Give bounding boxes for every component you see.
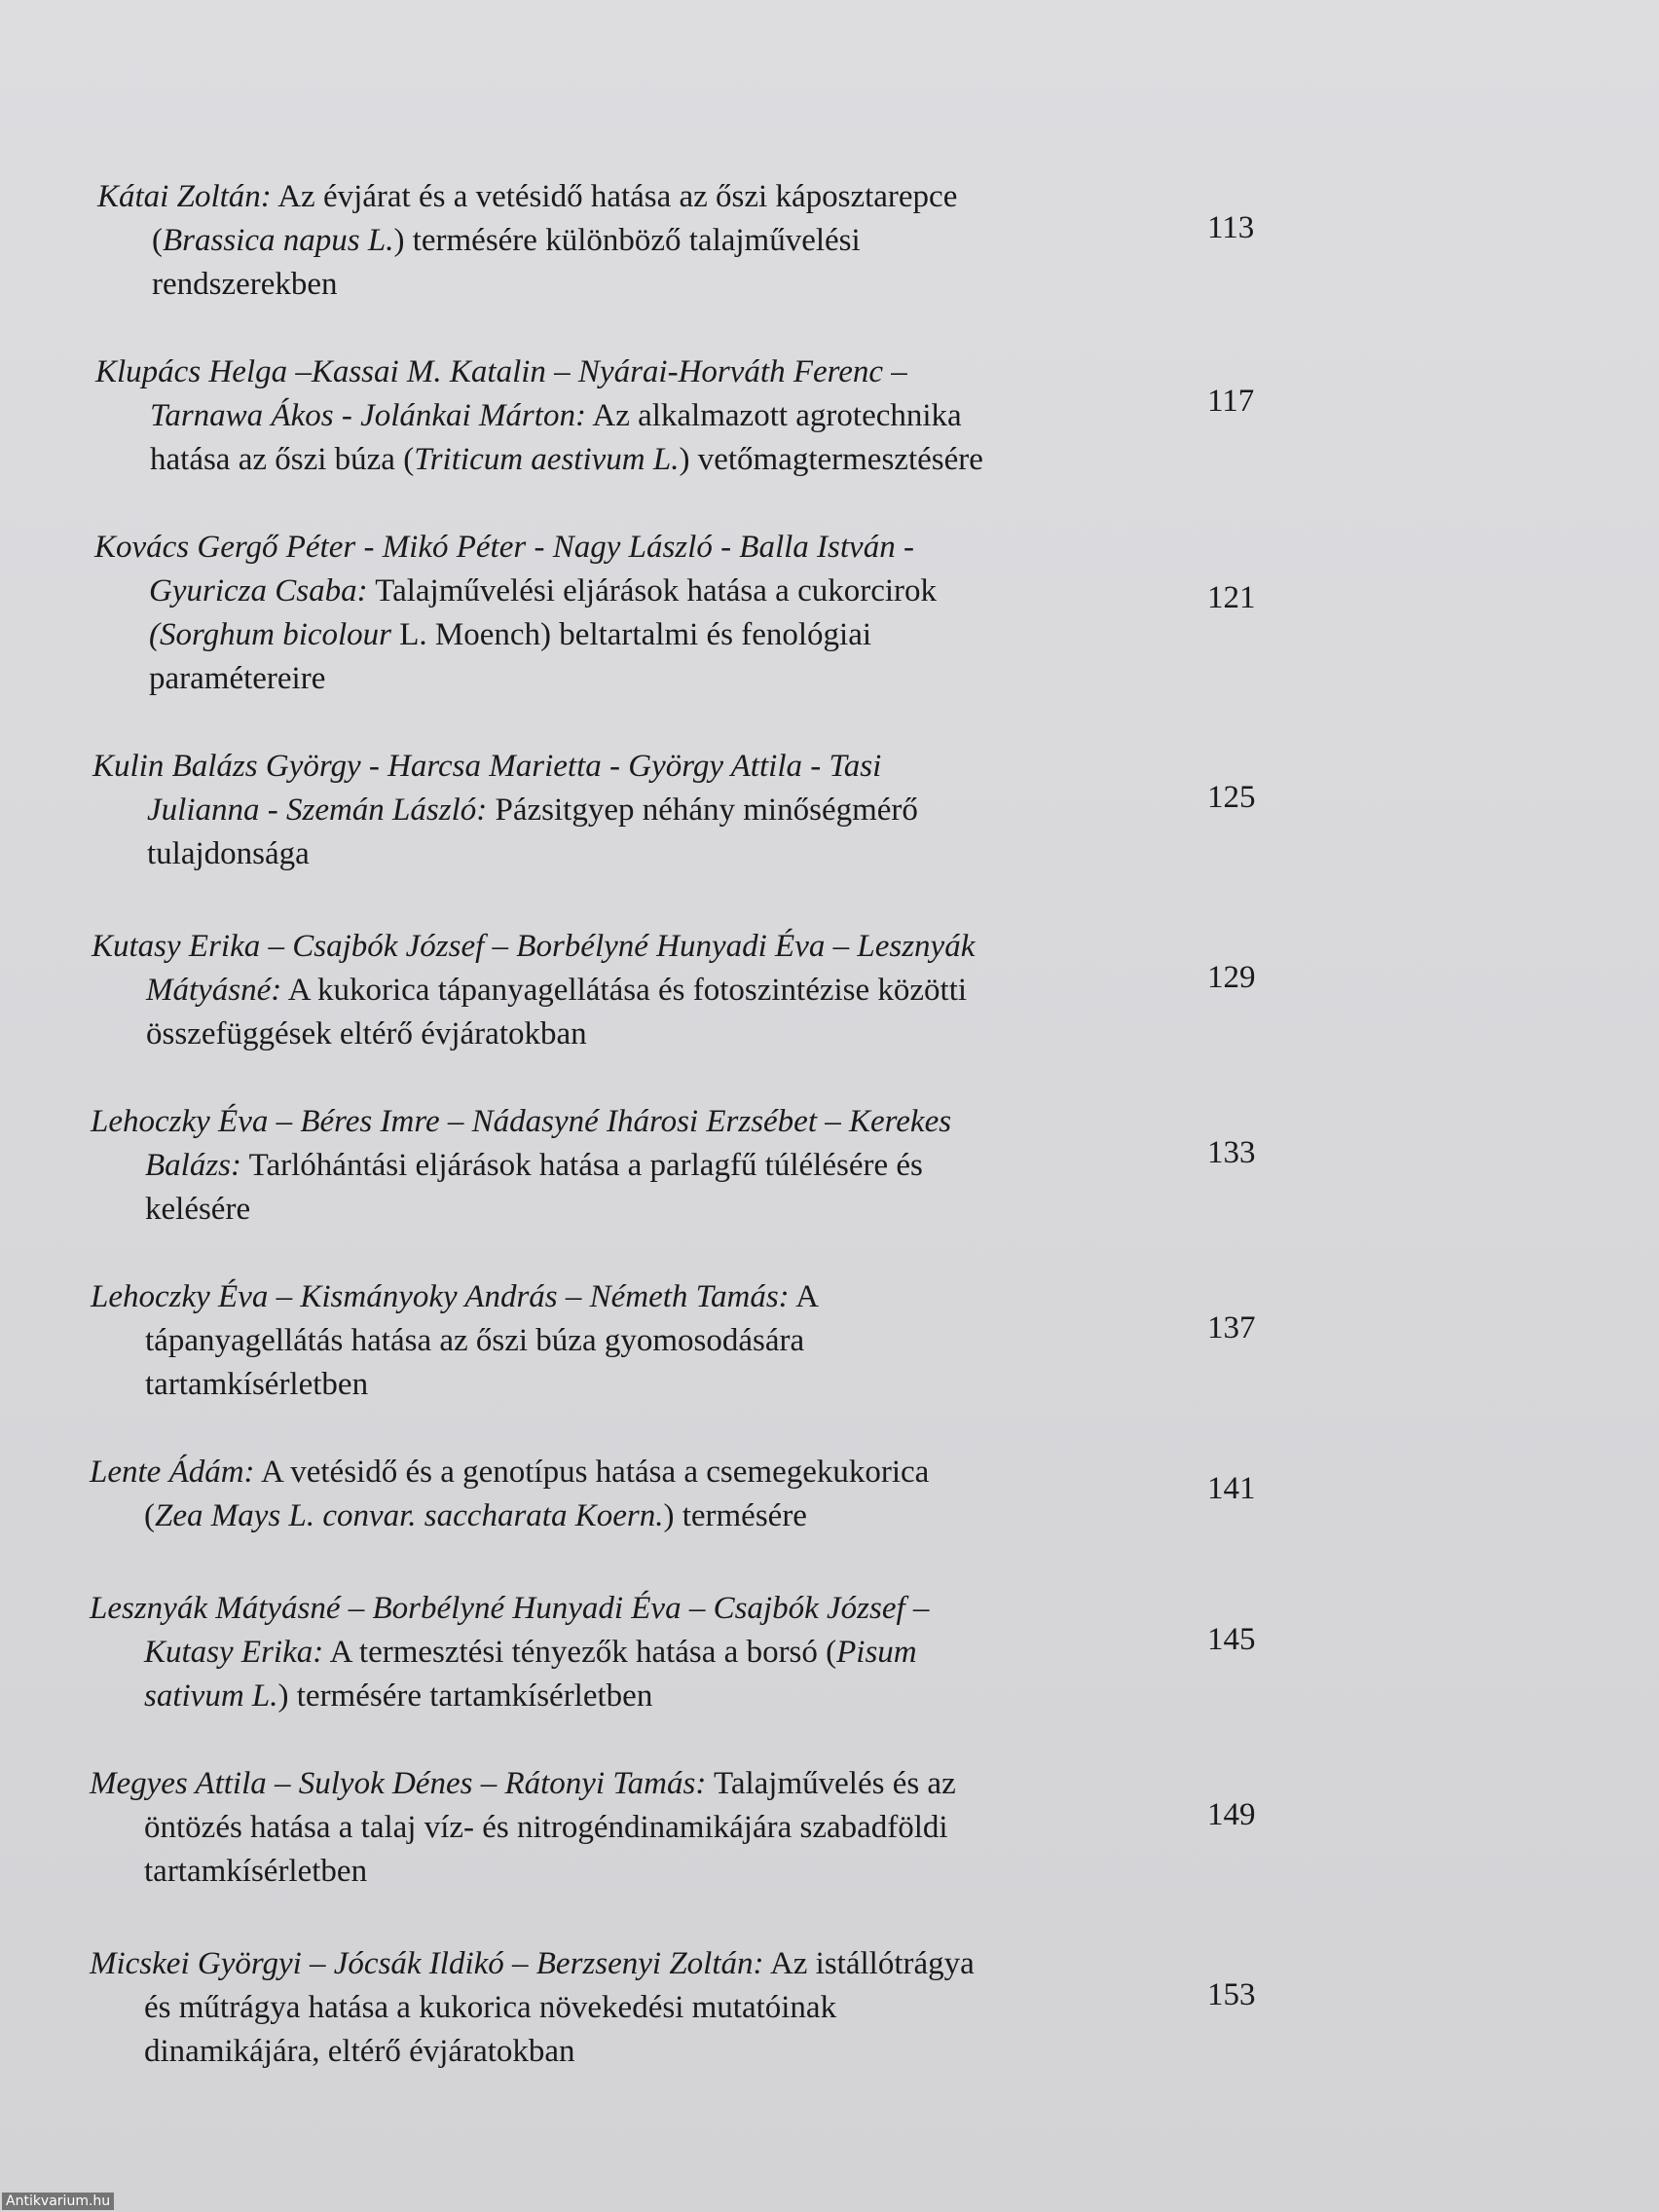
italic-text: sativum L.: [144, 1678, 278, 1714]
toc-entry-line: [90, 1451, 1161, 1494]
toc-entry-line: [90, 1675, 1161, 1718]
toc-entry-line: [90, 1850, 1161, 1894]
italic-text: Julianna - Szemán László:: [147, 793, 488, 828]
toc-page-number: 117: [1207, 384, 1255, 419]
toc-entry-line: [95, 350, 1166, 394]
title-text: ) termésére tartamkísérletben: [277, 1678, 653, 1714]
toc-entry-line: [94, 526, 1165, 570]
toc-entry-line: [91, 1275, 1161, 1319]
italic-text: Kutasy Erika:: [144, 1635, 324, 1670]
title-text: A vetésidő és a genotípus hatása a csemegekukorica: [254, 1455, 930, 1490]
toc-page-number: 121: [1207, 580, 1256, 615]
title-text: A kukorica tápanyagellátása és fotoszintézise közötti: [281, 973, 968, 1008]
toc-entry: [97, 175, 1168, 307]
title-text: tápanyagellátás hatása az őszi búza gyomosodására: [145, 1323, 805, 1358]
toc-entry-line: [92, 925, 1162, 969]
italic-text: (Sorghum bicolour: [149, 617, 392, 652]
toc-entry: [95, 350, 1166, 482]
toc-entry-line: [90, 2030, 1161, 2074]
toc-entry: [90, 1762, 1161, 1894]
toc-entry: [90, 1942, 1161, 2074]
italic-text: Megyes Attila – Sulyok Dénes – Rátonyi Tamás:: [90, 1766, 707, 1801]
title-text: Talajművelés és az: [706, 1766, 956, 1801]
toc-entry-line: [90, 1806, 1161, 1850]
italic-text: Lente Ádám:: [90, 1455, 255, 1490]
title-text: összefüggések eltérő évjáratokban: [146, 1016, 587, 1051]
title-text: tartamkísérletben: [144, 1854, 368, 1889]
italic-text: Balázs:: [145, 1148, 241, 1183]
toc-entry-line: [95, 394, 1166, 438]
italic-text: Lehoczky Éva – Béres Imre – Nádasyné Ihárosi Erzsébet – Kerekes: [91, 1104, 952, 1139]
title-text: (: [144, 1498, 155, 1533]
title-text: ) vetőmagtermesztésére: [679, 442, 983, 477]
title-text: és műtrágya hatása a kukorica növekedési mutatóinak: [144, 1990, 837, 2025]
watermark: Antikvarium.hu: [2, 2193, 114, 2210]
title-text: ) termésére: [663, 1498, 807, 1533]
title-text: (: [152, 223, 163, 258]
title-text: kelésére: [145, 1192, 251, 1227]
toc-entry-line: [91, 1144, 1161, 1188]
title-text: Tarlóhántási eljárások hatása a parlagfű túlélésére és: [241, 1148, 923, 1183]
italic-text: Kátai Zoltán:: [97, 179, 272, 214]
title-text: dinamikájára, eltérő évjáratokban: [144, 2034, 575, 2069]
toc-entry: [94, 526, 1165, 701]
title-text: rendszerekben: [152, 267, 338, 302]
title-text: Pázsitgyep néhány minőségmérő: [487, 793, 918, 828]
italic-text: Lesznyák Mátyásné – Borbélyné Hunyadi Éva – Csajbók József –: [90, 1591, 930, 1626]
toc-entry-line: [92, 832, 1163, 876]
toc-entry-line: [92, 1013, 1162, 1056]
toc-entry-line: [92, 969, 1162, 1013]
toc-page-number: 125: [1207, 780, 1256, 815]
toc-entry-line: [90, 1494, 1161, 1538]
toc-entry-line: [97, 219, 1168, 263]
toc-entry: [92, 925, 1162, 1056]
toc-page-number: 137: [1207, 1310, 1256, 1346]
toc-entry-line: [91, 1363, 1161, 1407]
toc-entry-line: [91, 1188, 1161, 1232]
italic-text: Brassica napus L.: [163, 223, 394, 258]
title-text: L. Moench) beltartalmi és fenológiai: [391, 617, 872, 652]
toc-entry: [90, 1587, 1161, 1718]
toc-entry: [91, 1275, 1161, 1407]
toc-entry: [90, 1451, 1161, 1538]
title-text: paramétereire: [149, 661, 326, 696]
italic-text: Pisum: [836, 1635, 917, 1670]
italic-text: Kulin Balázs György - Harcsa Marietta - György Attila - Tasi: [92, 749, 882, 784]
toc-page-number: 141: [1207, 1471, 1256, 1506]
toc-entry-line: [97, 263, 1168, 307]
italic-text: Lehoczky Éva – Kismányoky András – Németh Tamás:: [91, 1279, 790, 1314]
italic-text: Zea Mays L. convar. saccharata Koern.: [155, 1498, 664, 1533]
toc-entry-line: [97, 175, 1168, 219]
toc-entry-line: [94, 657, 1165, 701]
toc-page-number: 129: [1207, 960, 1256, 995]
toc-entry-line: [94, 613, 1165, 657]
toc-entry-line: [90, 1587, 1161, 1631]
toc-page-number: 149: [1207, 1797, 1256, 1832]
title-text: Az istállótrágya: [763, 1946, 975, 1981]
title-text: A: [789, 1279, 819, 1314]
title-text: ) termésére különböző talajművelési: [393, 223, 861, 258]
italic-text: Gyuricza Csaba:: [149, 573, 368, 608]
toc-entry-line: [90, 1762, 1161, 1806]
italic-text: Kutasy Erika – Csajbók József – Borbélyné Hunyadi Éva – Lesznyák: [92, 929, 976, 964]
title-text: öntözés hatása a talaj víz- és nitrogéndinamikájára szabadföldi: [144, 1810, 948, 1845]
toc-entry-line: [94, 570, 1165, 613]
italic-text: Tarnawa Ákos - Jolánkai Márton:: [150, 398, 586, 433]
toc-page-number: 133: [1207, 1135, 1256, 1170]
title-text: tulajdonsága: [147, 836, 310, 871]
toc-entry: [91, 1100, 1161, 1232]
toc-entry: [92, 745, 1163, 876]
toc-entry-line: [90, 1942, 1161, 1986]
title-text: Az évjárat és a vetésidő hatása az őszi káposztarepce: [271, 179, 958, 214]
toc-entry-line: [92, 789, 1163, 832]
toc-entry-line: [90, 1631, 1161, 1675]
italic-text: Kovács Gergő Péter - Mikó Péter - Nagy László - Balla István -: [94, 530, 914, 565]
italic-text: Mátyásné:: [146, 973, 282, 1008]
title-text: A termesztési tényezők hatása a borsó (: [323, 1635, 837, 1670]
toc-page-number: 153: [1207, 1977, 1256, 2012]
toc-entry-line: [90, 1986, 1161, 2030]
toc-entry-line: [91, 1319, 1161, 1363]
italic-text: Micskei Györgyi – Jócsák Ildikó – Berzsenyi Zoltán:: [90, 1946, 764, 1981]
italic-text: Klupács Helga –Kassai M. Katalin – Nyárai-Horváth Ferenc –: [95, 354, 907, 389]
italic-text: Triticum aestivum L.: [414, 442, 680, 477]
title-text: Az alkalmazott agrotechnika: [585, 398, 962, 433]
title-text: hatása az őszi búza (: [150, 442, 415, 477]
toc-entry-line: [91, 1100, 1161, 1144]
toc-page-number: 113: [1207, 210, 1255, 245]
toc-page-number: 145: [1207, 1622, 1256, 1657]
toc-entry-line: [92, 745, 1163, 789]
title-text: Talajművelési eljárások hatása a cukorcirok: [367, 573, 938, 608]
title-text: tartamkísérletben: [145, 1367, 369, 1402]
toc-entry-line: [95, 438, 1166, 482]
